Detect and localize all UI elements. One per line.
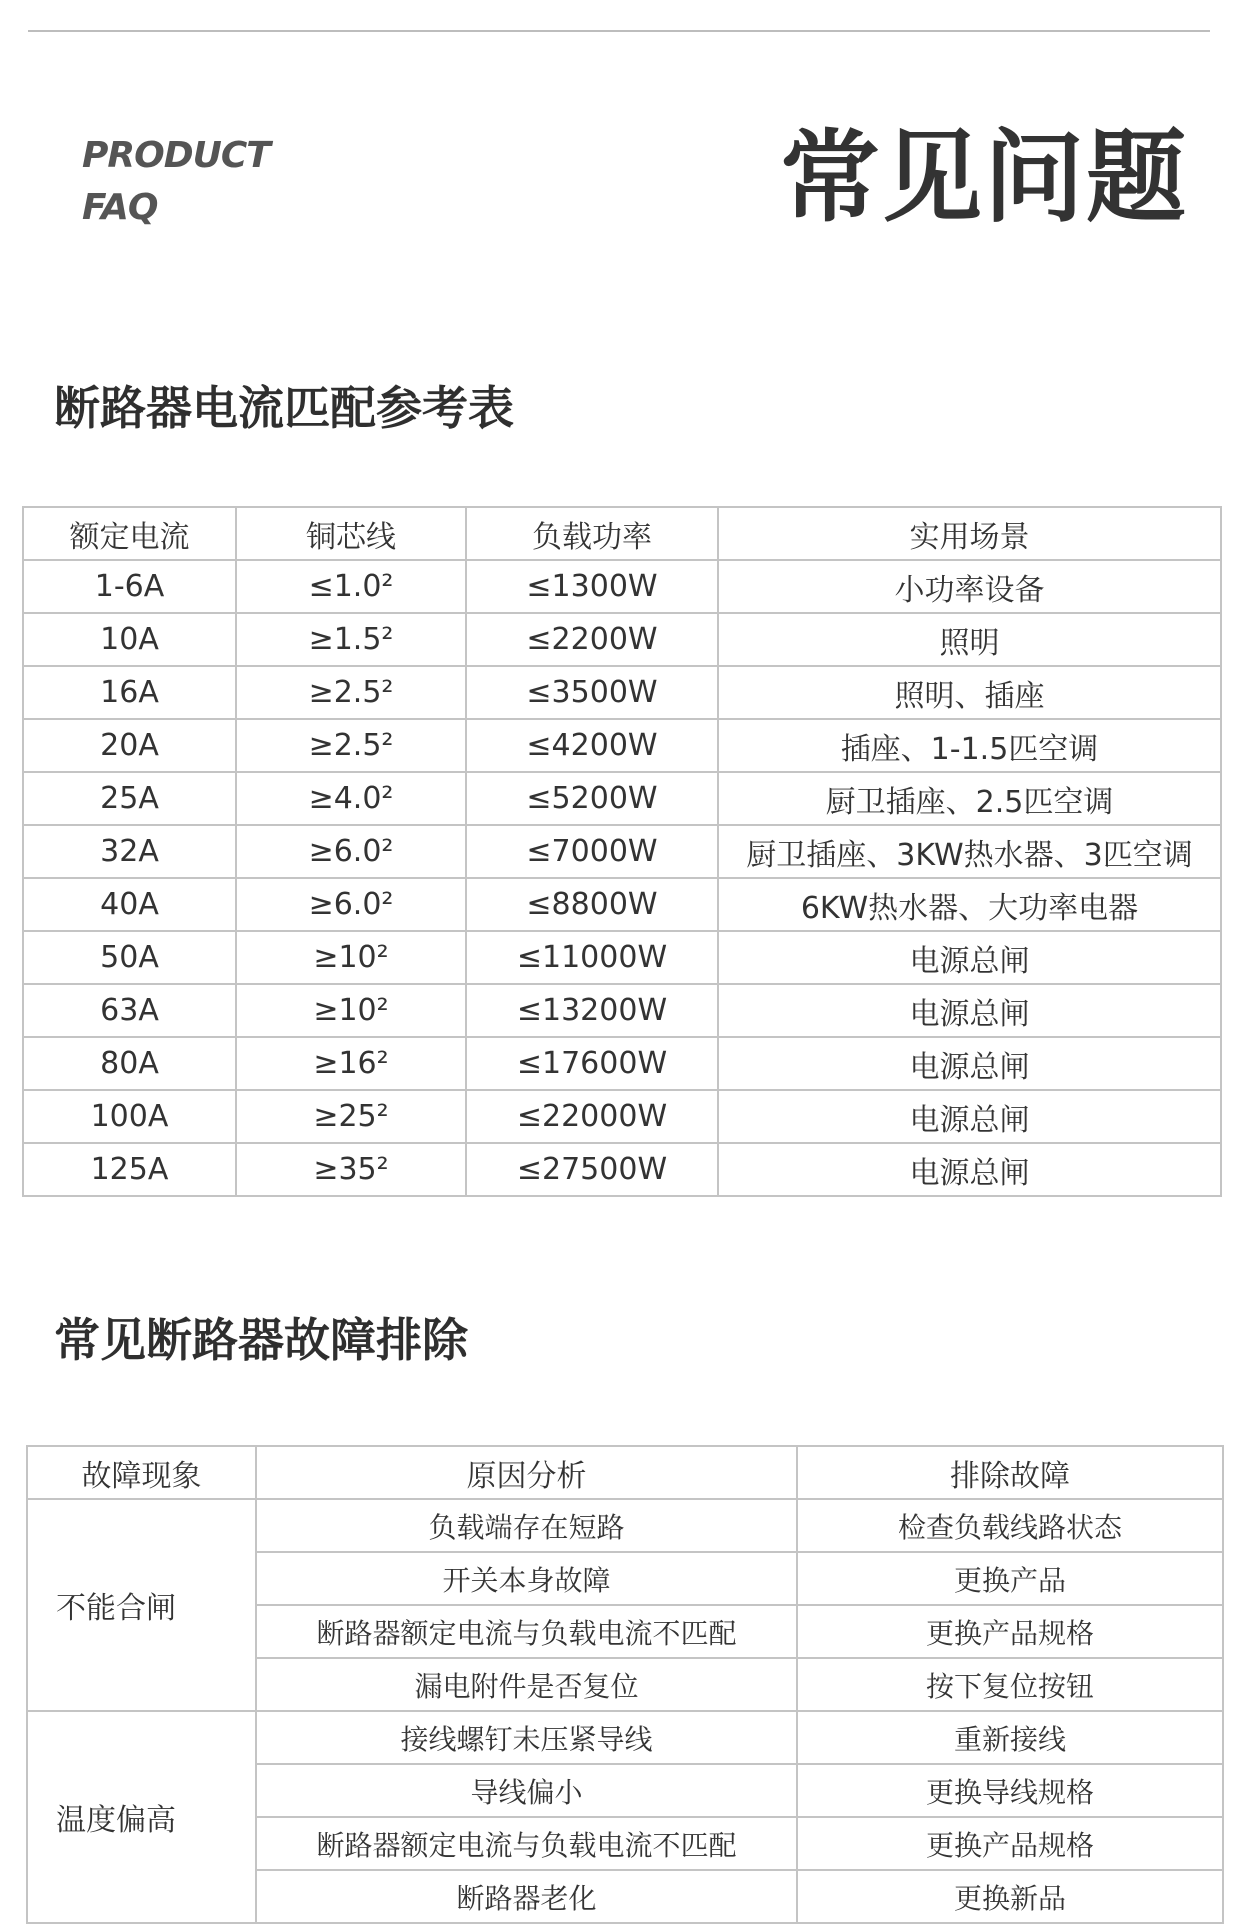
copper-wire-cell: ≥35² xyxy=(236,1143,466,1196)
table-row xyxy=(23,772,1221,825)
copper-wire-cell: ≥10² xyxy=(236,984,466,1037)
copper-wire-cell: ≤1.0² xyxy=(236,560,466,613)
table-row xyxy=(23,719,1221,772)
table-row xyxy=(23,1037,1221,1090)
application-cell: 照明 xyxy=(718,613,1221,666)
faq-english-line2: FAQ xyxy=(82,187,158,228)
application-cell: 照明、插座 xyxy=(718,666,1221,719)
table-header-row xyxy=(23,507,1221,560)
rated-current-cell: 63A xyxy=(23,984,236,1037)
load-power-cell: ≤1300W xyxy=(466,560,718,613)
copper-wire-cell: ≥6.0² xyxy=(236,825,466,878)
copper-wire-cell: ≥2.5² xyxy=(236,666,466,719)
load-power-cell: ≤11000W xyxy=(466,931,718,984)
rated-current-cell: 80A xyxy=(23,1037,236,1090)
application-cell: 厨卫插座、3KW热水器、3匹空调 xyxy=(718,825,1221,878)
rated-current-cell: 32A xyxy=(23,825,236,878)
load-power-cell: ≤7000W xyxy=(466,825,718,878)
table-row xyxy=(27,1499,1223,1552)
rated-current-cell: 10A xyxy=(23,613,236,666)
troubleshooting-table xyxy=(26,1445,1224,1924)
application-cell: 电源总闸 xyxy=(718,1037,1221,1090)
copper-wire-cell: ≥10² xyxy=(236,931,466,984)
table-row xyxy=(23,613,1221,666)
symptom-cell: 温度偏高 xyxy=(27,1711,256,1923)
table-row xyxy=(23,984,1221,1037)
faq-english-line1: PRODUCT xyxy=(82,135,270,176)
load-power-cell: ≤3500W xyxy=(466,666,718,719)
application-cell: 小功率设备 xyxy=(718,560,1221,613)
table-row xyxy=(23,825,1221,878)
solution-cell: 更换导线规格 xyxy=(797,1764,1223,1817)
solution-cell: 更换产品规格 xyxy=(797,1605,1223,1658)
current-matching-table xyxy=(22,506,1222,1197)
top-divider xyxy=(28,30,1210,32)
rated-current-cell: 40A xyxy=(23,878,236,931)
load-power-cell: ≤17600W xyxy=(466,1037,718,1090)
copper-wire-cell: ≥16² xyxy=(236,1037,466,1090)
application-cell: 电源总闸 xyxy=(718,931,1221,984)
header-cause: 原因分析 xyxy=(256,1446,797,1499)
header-symptom: 故障现象 xyxy=(27,1446,256,1499)
troubleshooting-table-title: 常见断路器故障排除 xyxy=(54,1313,468,1367)
cause-cell: 漏电附件是否复位 xyxy=(256,1658,797,1711)
faq-chinese-heading: 常见问题 xyxy=(780,119,1188,236)
application-cell: 电源总闸 xyxy=(718,1090,1221,1143)
table-row xyxy=(23,560,1221,613)
load-power-cell: ≤13200W xyxy=(466,984,718,1037)
rated-current-cell: 50A xyxy=(23,931,236,984)
current-matching-table-body xyxy=(23,560,1221,1196)
rated-current-cell: 20A xyxy=(23,719,236,772)
application-cell: 6KW热水器、大功率电器 xyxy=(718,878,1221,931)
load-power-cell: ≤8800W xyxy=(466,878,718,931)
solution-cell: 检查负载线路状态 xyxy=(797,1499,1223,1552)
symptom-cell: 不能合闸 xyxy=(27,1499,256,1711)
header-rated-current: 额定电流 xyxy=(23,507,236,560)
header-load-power: 负载功率 xyxy=(466,507,718,560)
header-solution: 排除故障 xyxy=(797,1446,1223,1499)
copper-wire-cell: ≥2.5² xyxy=(236,719,466,772)
copper-wire-cell: ≥6.0² xyxy=(236,878,466,931)
rated-current-cell: 1-6A xyxy=(23,560,236,613)
current-matching-table-title: 断路器电流匹配参考表 xyxy=(54,381,514,435)
cause-cell: 导线偏小 xyxy=(256,1764,797,1817)
cause-cell: 断路器额定电流与负载电流不匹配 xyxy=(256,1817,797,1870)
table-row xyxy=(23,931,1221,984)
rated-current-cell: 25A xyxy=(23,772,236,825)
rated-current-cell: 16A xyxy=(23,666,236,719)
copper-wire-cell: ≥25² xyxy=(236,1090,466,1143)
table-row xyxy=(23,666,1221,719)
cause-cell: 接线螺钉未压紧导线 xyxy=(256,1711,797,1764)
cause-cell: 开关本身故障 xyxy=(256,1552,797,1605)
header-application: 实用场景 xyxy=(718,507,1221,560)
faq-english-heading xyxy=(82,130,270,234)
rated-current-cell: 100A xyxy=(23,1090,236,1143)
rated-current-cell: 125A xyxy=(23,1143,236,1196)
load-power-cell: ≤27500W xyxy=(466,1143,718,1196)
solution-cell: 更换产品 xyxy=(797,1552,1223,1605)
application-cell: 电源总闸 xyxy=(718,1143,1221,1196)
table-header-row xyxy=(27,1446,1223,1499)
troubleshooting-table-body xyxy=(27,1499,1223,1923)
table-row xyxy=(27,1711,1223,1764)
table-row xyxy=(23,878,1221,931)
table-row xyxy=(23,1090,1221,1143)
load-power-cell: ≤2200W xyxy=(466,613,718,666)
solution-cell: 重新接线 xyxy=(797,1711,1223,1764)
application-cell: 插座、1-1.5匹空调 xyxy=(718,719,1221,772)
application-cell: 厨卫插座、2.5匹空调 xyxy=(718,772,1221,825)
load-power-cell: ≤22000W xyxy=(466,1090,718,1143)
cause-cell: 负载端存在短路 xyxy=(256,1499,797,1552)
cause-cell: 断路器老化 xyxy=(256,1870,797,1923)
solution-cell: 更换产品规格 xyxy=(797,1817,1223,1870)
solution-cell: 更换新品 xyxy=(797,1870,1223,1923)
application-cell: 电源总闸 xyxy=(718,984,1221,1037)
load-power-cell: ≤5200W xyxy=(466,772,718,825)
table-row xyxy=(23,1143,1221,1196)
cause-cell: 断路器额定电流与负载电流不匹配 xyxy=(256,1605,797,1658)
load-power-cell: ≤4200W xyxy=(466,719,718,772)
header-copper-wire: 铜芯线 xyxy=(236,507,466,560)
copper-wire-cell: ≥1.5² xyxy=(236,613,466,666)
solution-cell: 按下复位按钮 xyxy=(797,1658,1223,1711)
copper-wire-cell: ≥4.0² xyxy=(236,772,466,825)
